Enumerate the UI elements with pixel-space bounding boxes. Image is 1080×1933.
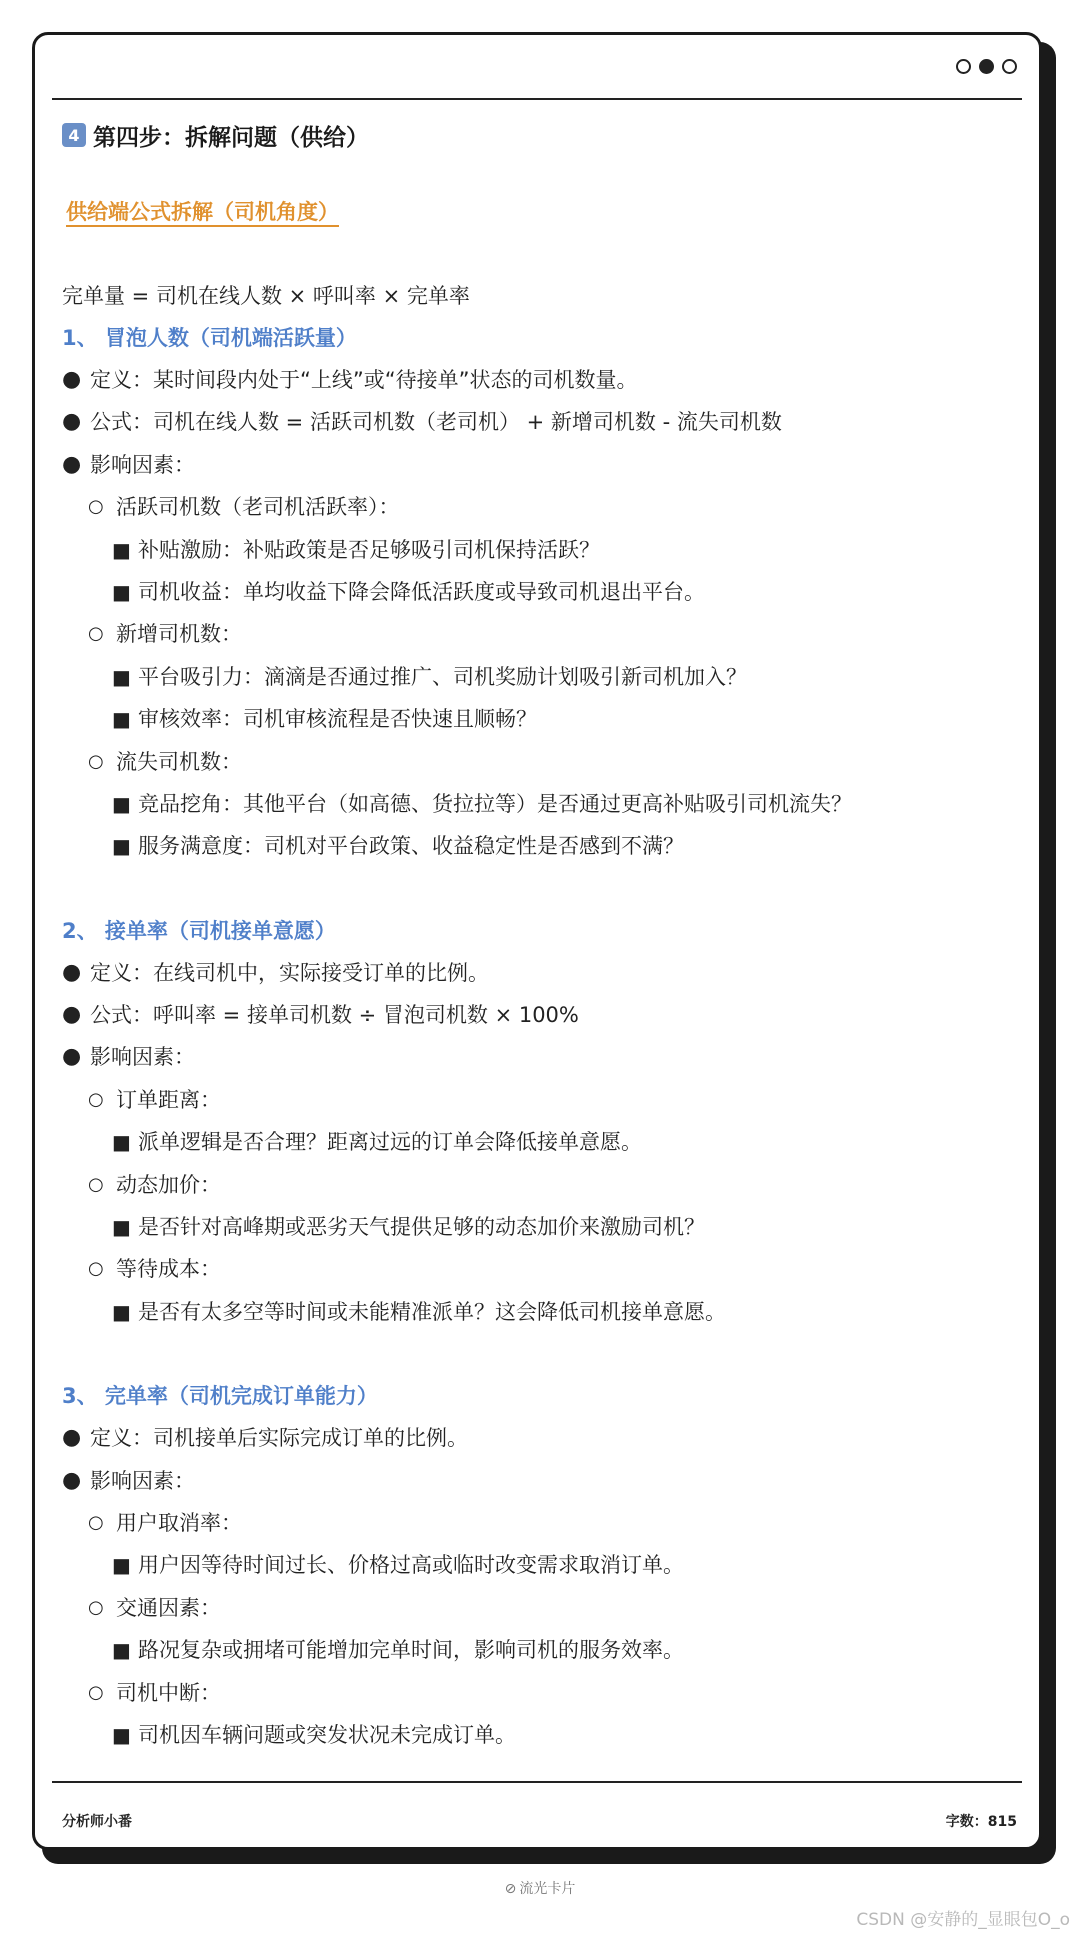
list-item <box>62 1629 1019 1671</box>
list-item-text: 司机收益：单均收益下降会降低活跃度或导致司机退出平台。 <box>138 579 705 604</box>
list-item-text: 定义：某时间段内处于“上线”或“待接单”状态的司机数量。 <box>90 368 638 392</box>
list-item-text: 定义：司机接单后实际完成订单的比例。 <box>90 1426 468 1451</box>
dot-filled-icon <box>979 59 994 74</box>
list-item-text: 补贴激励：补贴政策是否足够吸引司机保持活跃？ <box>138 537 600 562</box>
list-item-text: 定义：在线司机中，实际接受订单的比例。 <box>90 960 489 985</box>
list-item <box>62 571 1019 613</box>
list-item <box>62 1672 1019 1714</box>
list-item <box>62 1036 1019 1078</box>
filled-bullet-icon: ● <box>62 959 82 985</box>
list-item <box>62 952 1019 994</box>
sections <box>62 317 1019 1756</box>
list-item-text: 服务满意度：司机对平台政策、收益稳定性是否感到不满？ <box>138 834 684 859</box>
list-item-text: 动态加价： <box>116 1172 221 1197</box>
hollow-bullet-icon: ○ <box>88 1596 104 1618</box>
filled-bullet-icon: ● <box>62 1467 82 1493</box>
brand-label: 流光卡片 <box>519 1881 576 1897</box>
list-item <box>62 486 1019 528</box>
list-item-text: 交通因素： <box>116 1595 221 1620</box>
content-card <box>32 32 1042 1850</box>
list-item-text: 司机因车辆问题或突发状况未完成订单。 <box>138 1722 516 1747</box>
list-item <box>62 1460 1019 1502</box>
hollow-bullet-icon: ○ <box>88 1258 104 1280</box>
list-item-text: 是否针对高峰期或恶劣天气提供足够的动态加价来激励司机？ <box>138 1215 705 1240</box>
list-item-text: 审核效率：司机审核流程是否快速且顺畅？ <box>138 707 537 732</box>
filled-bullet-icon: ● <box>62 1044 82 1070</box>
square-bullet-icon: ■ <box>112 791 131 816</box>
list-item-text: 竞品挖角：其他平台（如高德、货拉拉等）是否通过更高补贴吸引司机流失？ <box>138 791 852 816</box>
list-item <box>62 613 1019 655</box>
square-bullet-icon: ■ <box>112 707 131 732</box>
square-bullet-icon: ■ <box>112 1299 131 1324</box>
filled-bullet-icon: ● <box>62 367 82 392</box>
section-heading: 2、 接单率（司机接单意愿） <box>62 918 336 943</box>
square-bullet-icon: ■ <box>112 1130 131 1155</box>
hollow-bullet-icon: ○ <box>88 623 104 645</box>
list-item-text: 是否有太多空等时间或未能精准派单？这会降低司机接单意愿。 <box>138 1299 726 1324</box>
keycap-number-icon: 4 <box>62 123 86 147</box>
list-item-text: 路况复杂或拥堵可能增加完单时间，影响司机的服务效率。 <box>138 1638 684 1663</box>
list-item <box>62 529 1019 571</box>
list-item <box>62 444 1019 486</box>
dot-empty-icon <box>956 59 971 74</box>
dot-empty-icon <box>1002 59 1017 74</box>
list-item-text: 用户因等待时间过长、价格过高或临时改变需求取消订单。 <box>138 1553 684 1578</box>
brand-mark <box>0 1878 1080 1898</box>
square-bullet-icon: ■ <box>112 1215 131 1240</box>
hollow-bullet-icon: ○ <box>88 496 104 518</box>
list-item-text: 影响因素： <box>90 452 195 477</box>
filled-bullet-icon: ● <box>62 409 82 435</box>
filled-bullet-icon: ● <box>62 451 82 477</box>
hollow-bullet-icon: ○ <box>88 1681 104 1703</box>
square-bullet-icon: ■ <box>112 579 131 604</box>
list-item-text: 等待成本： <box>116 1257 221 1282</box>
watermark: CSDN @安静的_显眼包O_o <box>856 1910 1070 1930</box>
list-item <box>62 1714 1019 1756</box>
list-item <box>62 1079 1019 1121</box>
list-item-text: 影响因素： <box>90 1045 195 1070</box>
list-item <box>62 825 1019 867</box>
list-item <box>62 1206 1019 1248</box>
square-bullet-icon: ■ <box>112 1638 131 1663</box>
list-item <box>62 783 1019 825</box>
section-heading: 3、 完单率（司机完成订单能力） <box>62 1384 378 1409</box>
hollow-bullet-icon: ○ <box>88 750 104 772</box>
square-bullet-icon: ■ <box>112 537 131 562</box>
card-body <box>62 117 1019 1756</box>
list-item-text: 新增司机数： <box>116 622 242 647</box>
filled-bullet-icon: ● <box>62 1425 82 1451</box>
window-dots-icon <box>956 59 1017 74</box>
list-item-text: 影响因素： <box>90 1468 195 1493</box>
list-item <box>62 1417 1019 1459</box>
list-item <box>62 1502 1019 1544</box>
step-title-text: 第四步：拆解问题（供给） <box>93 124 369 151</box>
top-divider <box>52 98 1022 100</box>
section-heading: 1、 冒泡人数（司机端活跃量） <box>62 326 357 350</box>
list-item-text: 活跃司机数（老司机活跃率）： <box>116 495 400 520</box>
list-item-text: 用户取消率： <box>116 1510 242 1535</box>
author-label: 分析师小番 <box>62 1814 132 1830</box>
bottom-divider <box>52 1781 1022 1783</box>
formula-subheading: 供给端公式拆解（司机角度） <box>66 200 339 224</box>
square-bullet-icon: ■ <box>112 1553 131 1578</box>
list-item <box>62 741 1019 783</box>
list-item-text: 司机中断： <box>116 1680 221 1705</box>
hollow-bullet-icon: ○ <box>88 1511 104 1533</box>
list-item-text: 流失司机数： <box>116 749 242 774</box>
list-item <box>62 1587 1019 1629</box>
paperclip-icon: ⊘ <box>504 1881 517 1897</box>
square-bullet-icon: ■ <box>112 664 131 689</box>
hollow-bullet-icon: ○ <box>88 1173 104 1195</box>
list-item <box>62 1248 1019 1290</box>
list-item-text: 平台吸引力：滴滴是否通过推广、司机奖励计划吸引新司机加入？ <box>138 664 747 689</box>
list-item <box>62 698 1019 740</box>
step-title <box>62 117 1019 153</box>
list-item-text: 公式：呼叫率 = 接单司机数 ÷ 冒泡司机数 × 100% <box>90 1003 579 1028</box>
list-item-text: 公式：司机在线人数 = 活跃司机数（老司机） + 新增司机数 - 流失司机数 <box>90 410 782 435</box>
list-item <box>62 1121 1019 1163</box>
list-item <box>62 359 1019 401</box>
list-item <box>62 656 1019 698</box>
list-item <box>62 401 1019 443</box>
list-item-text: 订单距离： <box>116 1087 221 1112</box>
filled-bullet-icon: ● <box>62 1002 82 1028</box>
hollow-bullet-icon: ○ <box>88 1088 104 1110</box>
list-item <box>62 994 1019 1036</box>
square-bullet-icon: ■ <box>112 1722 131 1747</box>
list-item <box>62 1164 1019 1206</box>
list-item <box>62 1291 1019 1333</box>
list-item <box>62 1544 1019 1586</box>
main-formula: 完单量 = 司机在线人数 × 呼叫率 × 完单率 <box>62 284 470 308</box>
list-item-text: 派单逻辑是否合理？距离过远的订单会降低接单意愿。 <box>138 1130 642 1155</box>
word-count: 字数：815 <box>945 1814 1017 1830</box>
square-bullet-icon: ■ <box>112 834 131 859</box>
